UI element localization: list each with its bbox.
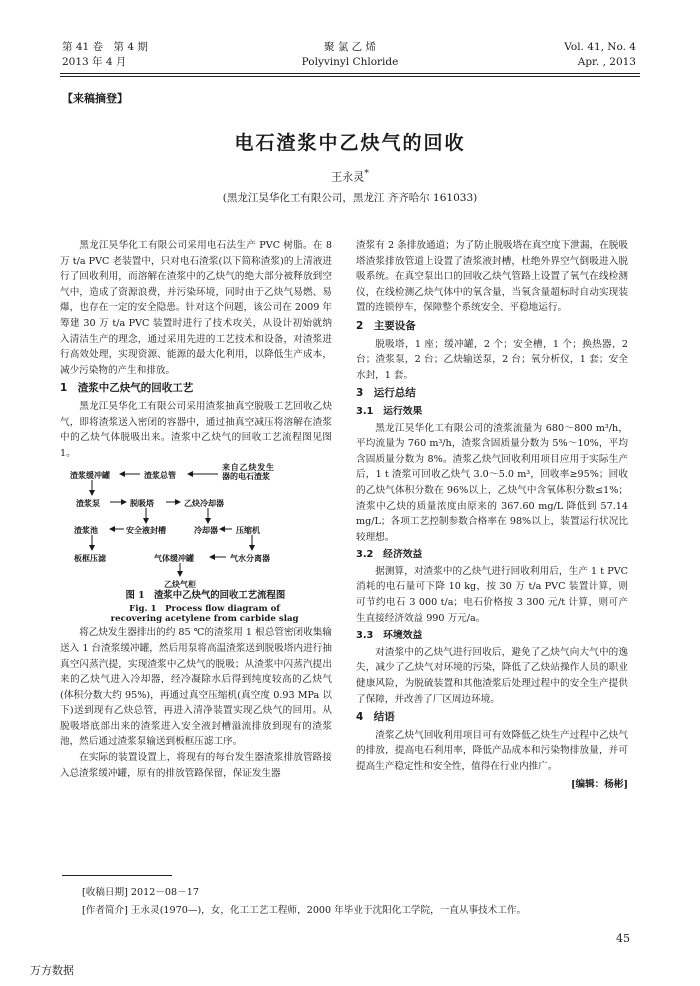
process-flow-figure [60, 463, 332, 590]
editor-note: [编辑：杨彬] [570, 778, 628, 790]
section-3-1-paragraph: 黑龙江昊华化工有限公司的渣浆流量为 680～800 m³/h，平均流量为 760 m³/h，渣浆含固质量分数为 5%～10%，平均含固质量分数为 8%。渣浆乙炔气回收利用项目应用于实际生产后，1 t 渣浆可回收乙炔气 3.0～5.0 m³，回收率≥95%；回收的乙炔气体积分数在 96%以上，乙炔气中含氧体积分数≤1%；渣浆中乙炔的质量浓度由原来的 367.60 mg/L 降低到 57.14 mg/L；各项工艺控制参数合格率在 98%以上，装置运行状况比较理想。 [356, 422, 628, 543]
node-slurry-pump: 渣浆泵 [76, 499, 100, 509]
node-desorption-tower: 脱吸塔 [130, 499, 154, 509]
node-source: 来自乙炔发生器的电石渣浆 [222, 463, 274, 482]
section-1-paragraph-2: 将乙炔发生器排出的约 85 ℃的渣浆用 1 根总管密闭收集输送入 1 台渣浆缓冲罐，然后用泵将高温渣浆送到脱吸塔内进行抽真空闪蒸汽提，实现渣浆中乙炔气的脱吸；从渣浆中闪蒸汽提出来的乙炔气进入冷却器，经冷凝除水后得到纯度较高的乙炔气(体积分数大约 95%)，再通过真空压缩机(真空度 0.93 MPa 以下)送到现有乙炔总管，再进入清净装置实现乙炔气的回用。从脱吸塔底部出来的渣浆进入安全液封槽溢流排放到现有的渣浆池，然后通过渣浆泵输送到板框压滤工序。 [60, 627, 332, 748]
node-filter-press: 板框压滤 [74, 554, 106, 564]
right-paragraph-continued: 渣浆有 2 条排放通道；为了防止脱吸塔在真空度下泄漏，在脱吸塔渣浆排放管道上设置了渣浆液封槽，杜绝外界空气倒吸进入脱吸系统。在真空泵出口的回收乙炔气管路上设置了氧气在线检测仪，在线检测乙炔气体中的氧含量，当氧含量超标时自动实现装置的连锁停车，保障整个系统安全、平稳地运行。 [356, 240, 628, 314]
header-center [250, 40, 450, 70]
node-slurry-pool: 渣浆池 [74, 526, 98, 536]
section-3-heading: 3 运行总结 [356, 387, 416, 400]
section-tag: 【来稿摘登】 [62, 92, 128, 105]
page-number: 45 [616, 932, 630, 945]
header-date-zh: 2013 年 4 月 [62, 56, 127, 68]
right-column [356, 238, 628, 792]
node-gas-buffer: 气体缓冲罐 [154, 554, 194, 564]
section-2-paragraph: 脱吸塔，1 座；缓冲罐，2 个；安全槽，1 个；换热器，2 台；渣浆泵，2 台；乙炔输送泵，2 台；氧分析仪，1 套；安全水封，1 套。 [356, 338, 628, 381]
section-1-paragraph-3: 在实际的装置设置上，将现有的每台发生器渣浆排放管路接入总渣浆缓冲罐，原有的排放管路保留，保证发生器 [60, 752, 332, 779]
header-volume-zh: 第 41 卷 第 4 期 [62, 41, 148, 53]
section-3-2-paragraph: 据测算，对渣浆中的乙炔气进行回收利用后，生产 1 t PVC 消耗的电石量可下降 10 kg，按 30 万 t/a PVC 装置计算，则可节约电石 3 000 t/a；电石价格按 3 300 元/t 计算，则可产生直接经济效益 990 万元/a。 [356, 565, 628, 624]
section-3-1-heading: 3.1 运行效果 [356, 405, 423, 417]
footnote-author-bio: [作者简介] 王永灵(1970—)，女，化工工艺工程师，2000 年毕业于沈阳化工学院，一直从事技术工作。 [82, 905, 527, 916]
node-compressor: 压缩机 [236, 526, 260, 536]
author-name: 王永灵 [331, 170, 365, 184]
header-rule-thin [60, 76, 640, 77]
node-separator: 气水分离器 [230, 554, 270, 564]
watermark: 万方数据 [30, 964, 74, 977]
section-1-heading: 1 渣浆中乙炔气的回收工艺 [60, 382, 194, 395]
node-main-pipe: 渣浆总管 [144, 471, 176, 481]
header-right [564, 40, 636, 70]
author-line [0, 168, 700, 185]
node-chiller: 冷却器 [194, 526, 218, 536]
footnote-received: [收稿日期] 2012－08－17 [82, 887, 199, 898]
left-column [60, 238, 332, 781]
node-buffer-tank: 渣浆缓冲罐 [70, 471, 110, 481]
affiliation: (黑龙江昊华化工有限公司，黑龙江 齐齐哈尔 161033) [222, 192, 478, 204]
figure-caption-en-1: Fig. 1 Process flow diagram of [129, 604, 281, 615]
node-seal-tank: 安全液封槽 [126, 526, 166, 536]
header-left [62, 40, 148, 70]
section-3-3-heading: 3.3 环境效益 [356, 630, 423, 642]
node-gas-holder: 乙炔气柜 [164, 580, 196, 590]
journal-name-en: Polyvinyl Chloride [301, 56, 399, 68]
figure-caption-en-2: recovering acetylene from carbide slag [110, 613, 299, 624]
section-3-3-paragraph: 对渣浆中的乙炔气进行回收后，避免了乙炔气向大气中的逸失，减少了乙炔气对环境的污染，降低了乙炔站操作人员的职业健康风险，为脱硫装置和其他渣浆后处理过程中的安全生产提供了保障，并改善了厂区周边环境。 [356, 646, 628, 705]
footnote-rule [62, 875, 172, 876]
author-mark: * [364, 168, 369, 179]
node-acetylene-cooler: 乙炔冷却器 [184, 499, 224, 509]
section-4-paragraph: 渣浆乙炔气回收利用项目可有效降低乙炔生产过程中乙炔气的排放，提高电石利用率，降低产品成本和污染物排放量，并可提高生产稳定性和安全性，值得在行业内推广。 [356, 729, 628, 772]
header-volume-en: Vol. 41, No. 4 [564, 41, 636, 53]
header-rule-thick [60, 73, 640, 74]
header-date-en: Apr. , 2013 [577, 56, 636, 68]
paper-title: 电石渣浆中乙炔气的回收 [234, 132, 466, 154]
section-3-2-heading: 3.2 经济效益 [356, 549, 423, 561]
intro-paragraph: 黑龙江昊华化工有限公司采用电石法生产 PVC 树脂。在 8 万 t/a PVC 老装置中，只对电石渣浆(以下简称渣浆)的上清液进行了回收利用，而溶解在渣浆中的乙炔气的绝大部分被释放到空气中，造成了资源浪费，并污染环境，同时由于乙炔气易燃、易爆，也存在一定的安全隐患。针对这个问题，该公司在 2009 年筹建 30 万 t/a PVC 装置时进行了技术攻关，从设计初始就纳入清洁生产的理念，通过采用先进的工艺技术和设备，对渣浆进行高效处理，实现资源、能源的最大化利用，以降低生产成本，减少污染物的产生和排放。 [60, 240, 332, 376]
figure-caption-zh: 图 1 渣浆中乙炔气的回收工艺流程图 [125, 590, 286, 602]
section-2-heading: 2 主要设备 [356, 319, 416, 332]
journal-name-zh: 聚 氯 乙 烯 [323, 41, 376, 53]
section-4-heading: 4 结语 [356, 711, 395, 724]
section-1-paragraph-1: 黑龙江昊华化工有限公司采用渣浆抽真空脱吸工艺回收乙炔气，即将渣浆送入密闭的容器中，通过抽真空减压将溶解在渣浆中的乙炔气体脱吸出来。渣浆中乙炔气的回收工艺流程图见图 1。 [60, 400, 332, 459]
